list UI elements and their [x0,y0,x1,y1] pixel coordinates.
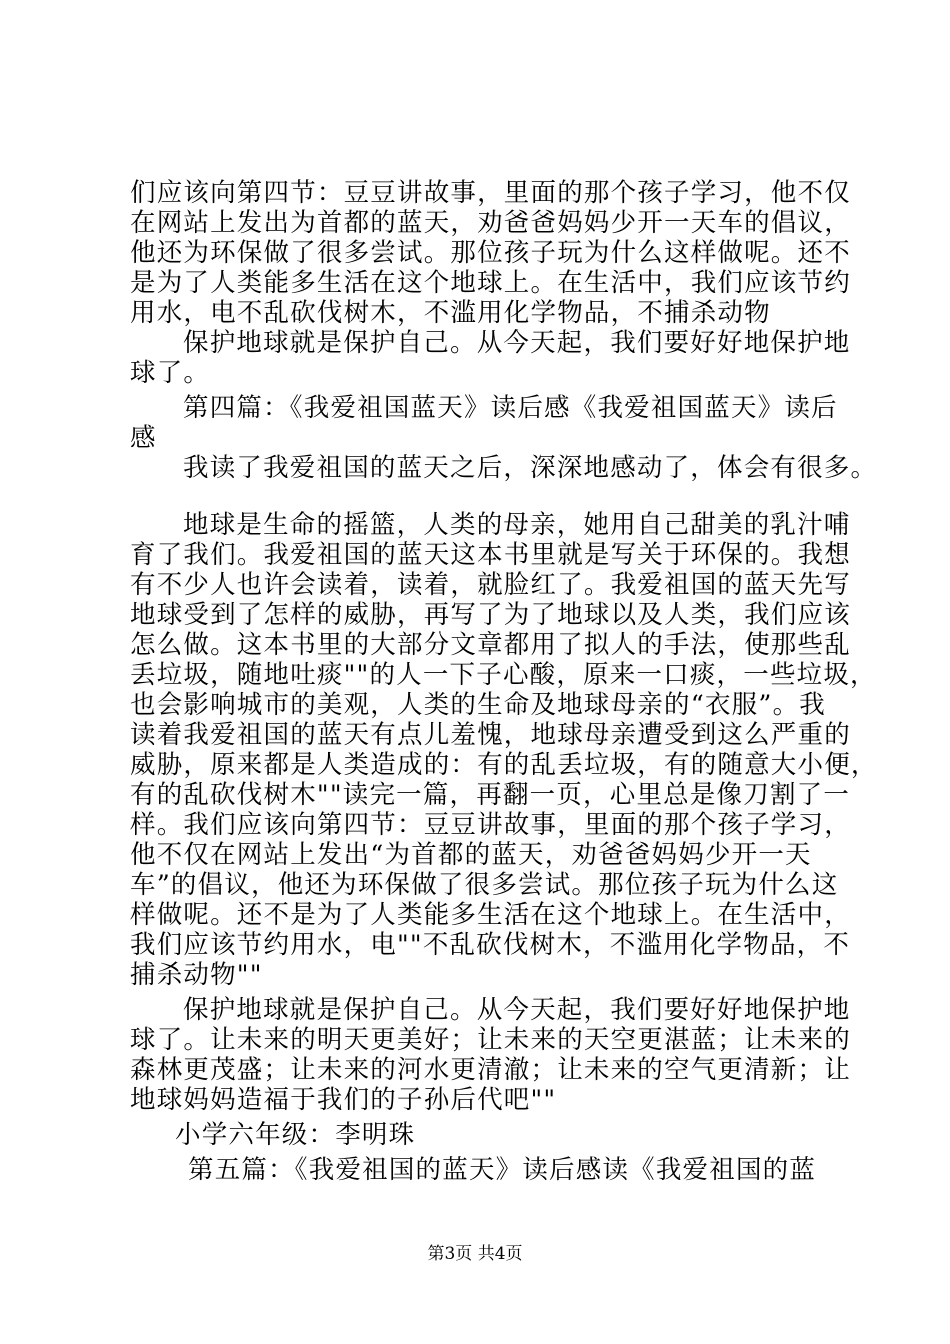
body-line: 我读了我爱祖国的蓝天之后，深深地感动了，体会有很多。 [183,453,878,483]
section-heading-cont: 感 [130,423,157,453]
author-line: 小学六年级：李明珠 [175,1120,416,1150]
body-line: 怎么做。这本书里的大部分文章都用了拟人的手法，使那些乱 [130,630,851,660]
section-heading: 第四篇：《我爱祖国蓝天》读后感《我爱祖国蓝天》读后 [183,393,838,423]
body-line: 他还为环保做了很多尝试。那位孩子玩为什么这样做呢。还不 [130,238,851,268]
body-line: 们应该向第四节：豆豆讲故事，里面的那个孩子学习，他不仅 [130,178,851,208]
body-line: 车”的倡议，他还为环保做了很多尝试。那位孩子玩为什么这 [130,870,839,900]
body-line: 球了。 [130,358,211,388]
body-line: 保护地球就是保护自己。从今天起，我们要好好地保护地 [183,995,851,1025]
body-line: 也会影响城市的美观，人类的生命及地球母亲的“衣服”。我 [130,690,826,720]
body-line: 是为了人类能多生活在这个地球上。在生活中，我们应该节约 [130,268,851,298]
body-line: 捕杀动物"" [130,960,263,990]
body-line: 样做呢。还不是为了人类能多生活在这个地球上。在生活中， [130,900,851,930]
body-line: 地球受到了怎样的威胁，再写了为了地球以及人类，我们应该 [130,600,851,630]
body-line: 地球妈妈造福于我们的子孙后代吧"" [130,1085,557,1115]
page-number-footer: 第3页 共4页 [427,1244,523,1264]
body-line: 保护地球就是保护自己。从今天起，我们要好好地保护地 [183,328,851,358]
section-heading: 第五篇：《我爱祖国的蓝天》读后感读《我爱祖国的蓝 [188,1155,817,1185]
body-line: 他不仅在网站上发出“为首都的蓝天，劝爸爸妈妈少开一天 [130,840,812,870]
body-line: 威胁，原来都是人类造成的：有的乱丢垃圾，有的随意大小便， [130,750,878,780]
body-line: 育了我们。我爱祖国的蓝天这本书里就是写关于环保的。我想 [130,540,851,570]
body-line: 球了。让未来的明天更美好；让未来的天空更湛蓝；让未来的 [130,1025,851,1055]
body-line: 地球是生命的摇篮，人类的母亲，她用自己甜美的乳汁哺 [183,510,851,540]
body-line: 我们应该节约用水，电""不乱砍伐树木，不滥用化学物品，不 [130,930,851,960]
body-line: 读着我爱祖国的蓝天有点儿羞愧，地球母亲遭受到这么严重的 [130,720,851,750]
body-line: 丢垃圾，随地吐痰""的人一下子心酸，原来一口痰，一些垃圾， [130,660,877,690]
body-line: 森林更茂盛；让未来的河水更清澈；让未来的空气更清新；让 [130,1055,851,1085]
body-line: 样。我们应该向第四节：豆豆讲故事，里面的那个孩子学习， [130,810,851,840]
body-line: 在网站上发出为首都的蓝天，劝爸爸妈妈少开一天车的倡议， [130,208,851,238]
body-line: 用水，电不乱砍伐树木，不滥用化学物品，不捕杀动物 [130,298,771,328]
body-line: 有的乱砍伐树木""读完一篇，再翻一页，心里总是像刀割了一 [130,780,851,810]
body-line: 有不少人也许会读着，读着，就脸红了。我爱祖国的蓝天先写 [130,570,851,600]
